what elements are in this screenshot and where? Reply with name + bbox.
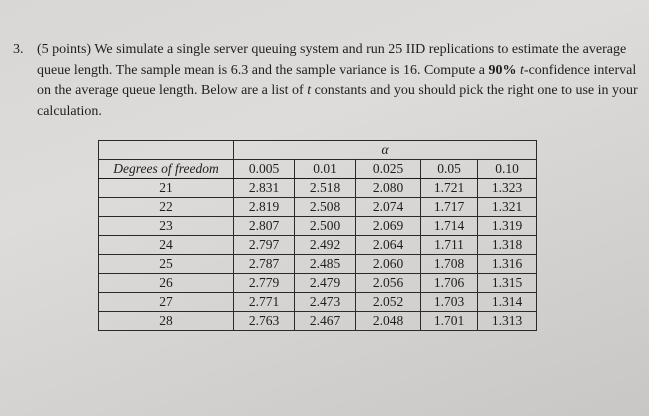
t-value-cell: 1.711 (421, 236, 478, 255)
t-value-cell: 2.056 (356, 274, 421, 293)
t-value-cell: 2.787 (234, 255, 295, 274)
t-value-cell: 1.717 (421, 198, 478, 217)
question-text (37, 40, 638, 122)
table-row (99, 312, 537, 331)
dof-cell: 21 (99, 179, 234, 198)
alpha-value-header: 0.10 (478, 160, 537, 179)
t-value-cell: 1.706 (421, 274, 478, 293)
corner-cell (99, 141, 234, 160)
t-value-cell: 1.321 (478, 198, 537, 217)
table-row (99, 293, 537, 312)
t-value-cell: 2.048 (356, 312, 421, 331)
dof-cell: 25 (99, 255, 234, 274)
confidence-level: 90% (488, 62, 517, 78)
t-symbol-2: t (307, 83, 312, 98)
dof-cell: 27 (99, 293, 234, 312)
alpha-value-header: 0.01 (295, 160, 356, 179)
question-sentence-2: -confidence interval on the average queue length. Below are a list of (37, 62, 637, 98)
dof-header: Degrees of freedom (99, 160, 234, 179)
t-value-cell: 2.473 (295, 293, 356, 312)
alpha-value-header: 0.025 (356, 160, 421, 179)
t-value-cell: 2.807 (234, 217, 295, 236)
t-value-cell: 1.316 (478, 255, 537, 274)
t-value-cell: 2.819 (234, 198, 295, 217)
question-sentence-3: constants and you should pick the right one to use in your calculation. (37, 83, 638, 119)
table-row (99, 236, 537, 255)
alpha-header-row (99, 141, 537, 160)
t-value-cell: 1.701 (421, 312, 478, 331)
t-value-cell: 2.485 (295, 255, 356, 274)
table-row (99, 255, 537, 274)
table-body (99, 179, 537, 331)
t-table (98, 140, 537, 331)
t-value-cell: 2.518 (295, 179, 356, 198)
alpha-value-header: 0.05 (421, 160, 478, 179)
alpha-value-header: 0.005 (234, 160, 295, 179)
t-value-cell: 1.319 (478, 217, 537, 236)
question-sentence-1: We simulate a single server queuing system and run 25 IID replications to estimate the average queue length. The sample mean is 6.3 and the sample variance is 16. Compute a (37, 42, 627, 78)
question-block (13, 40, 638, 122)
t-value-cell: 1.703 (421, 293, 478, 312)
dof-cell: 26 (99, 274, 234, 293)
table-row (99, 274, 537, 293)
t-value-cell: 2.080 (356, 179, 421, 198)
t-value-cell: 2.052 (356, 293, 421, 312)
t-value-cell: 1.313 (478, 312, 537, 331)
t-value-cell: 2.500 (295, 217, 356, 236)
t-value-cell: 2.467 (295, 312, 356, 331)
t-value-cell: 2.771 (234, 293, 295, 312)
t-value-cell: 2.508 (295, 198, 356, 217)
t-value-cell: 2.064 (356, 236, 421, 255)
question-points: (5 points) (37, 42, 92, 57)
t-value-cell: 2.074 (356, 198, 421, 217)
question-number: 3. (13, 42, 24, 57)
t-value-cell: 1.314 (478, 293, 537, 312)
t-value-cell: 1.318 (478, 236, 537, 255)
t-value-cell: 2.069 (356, 217, 421, 236)
t-value-cell: 2.779 (234, 274, 295, 293)
dof-cell: 22 (99, 198, 234, 217)
t-value-cell: 2.479 (295, 274, 356, 293)
dof-cell: 24 (99, 236, 234, 255)
table-row (99, 217, 537, 236)
t-value-cell: 2.831 (234, 179, 295, 198)
t-value-cell: 1.714 (421, 217, 478, 236)
table-row (99, 198, 537, 217)
t-value-cell: 1.708 (421, 255, 478, 274)
t-value-cell: 2.492 (295, 236, 356, 255)
t-value-cell: 1.721 (421, 179, 478, 198)
t-value-cell: 2.060 (356, 255, 421, 274)
alpha-symbol: α (234, 141, 537, 160)
t-value-cell: 1.315 (478, 274, 537, 293)
t-value-cell: 2.763 (234, 312, 295, 331)
column-header-row (99, 160, 537, 179)
t-value-cell: 2.797 (234, 236, 295, 255)
t-symbol: t (520, 62, 524, 78)
dof-cell: 23 (99, 217, 234, 236)
table-row (99, 179, 537, 198)
t-value-cell: 1.323 (478, 179, 537, 198)
dof-cell: 28 (99, 312, 234, 331)
